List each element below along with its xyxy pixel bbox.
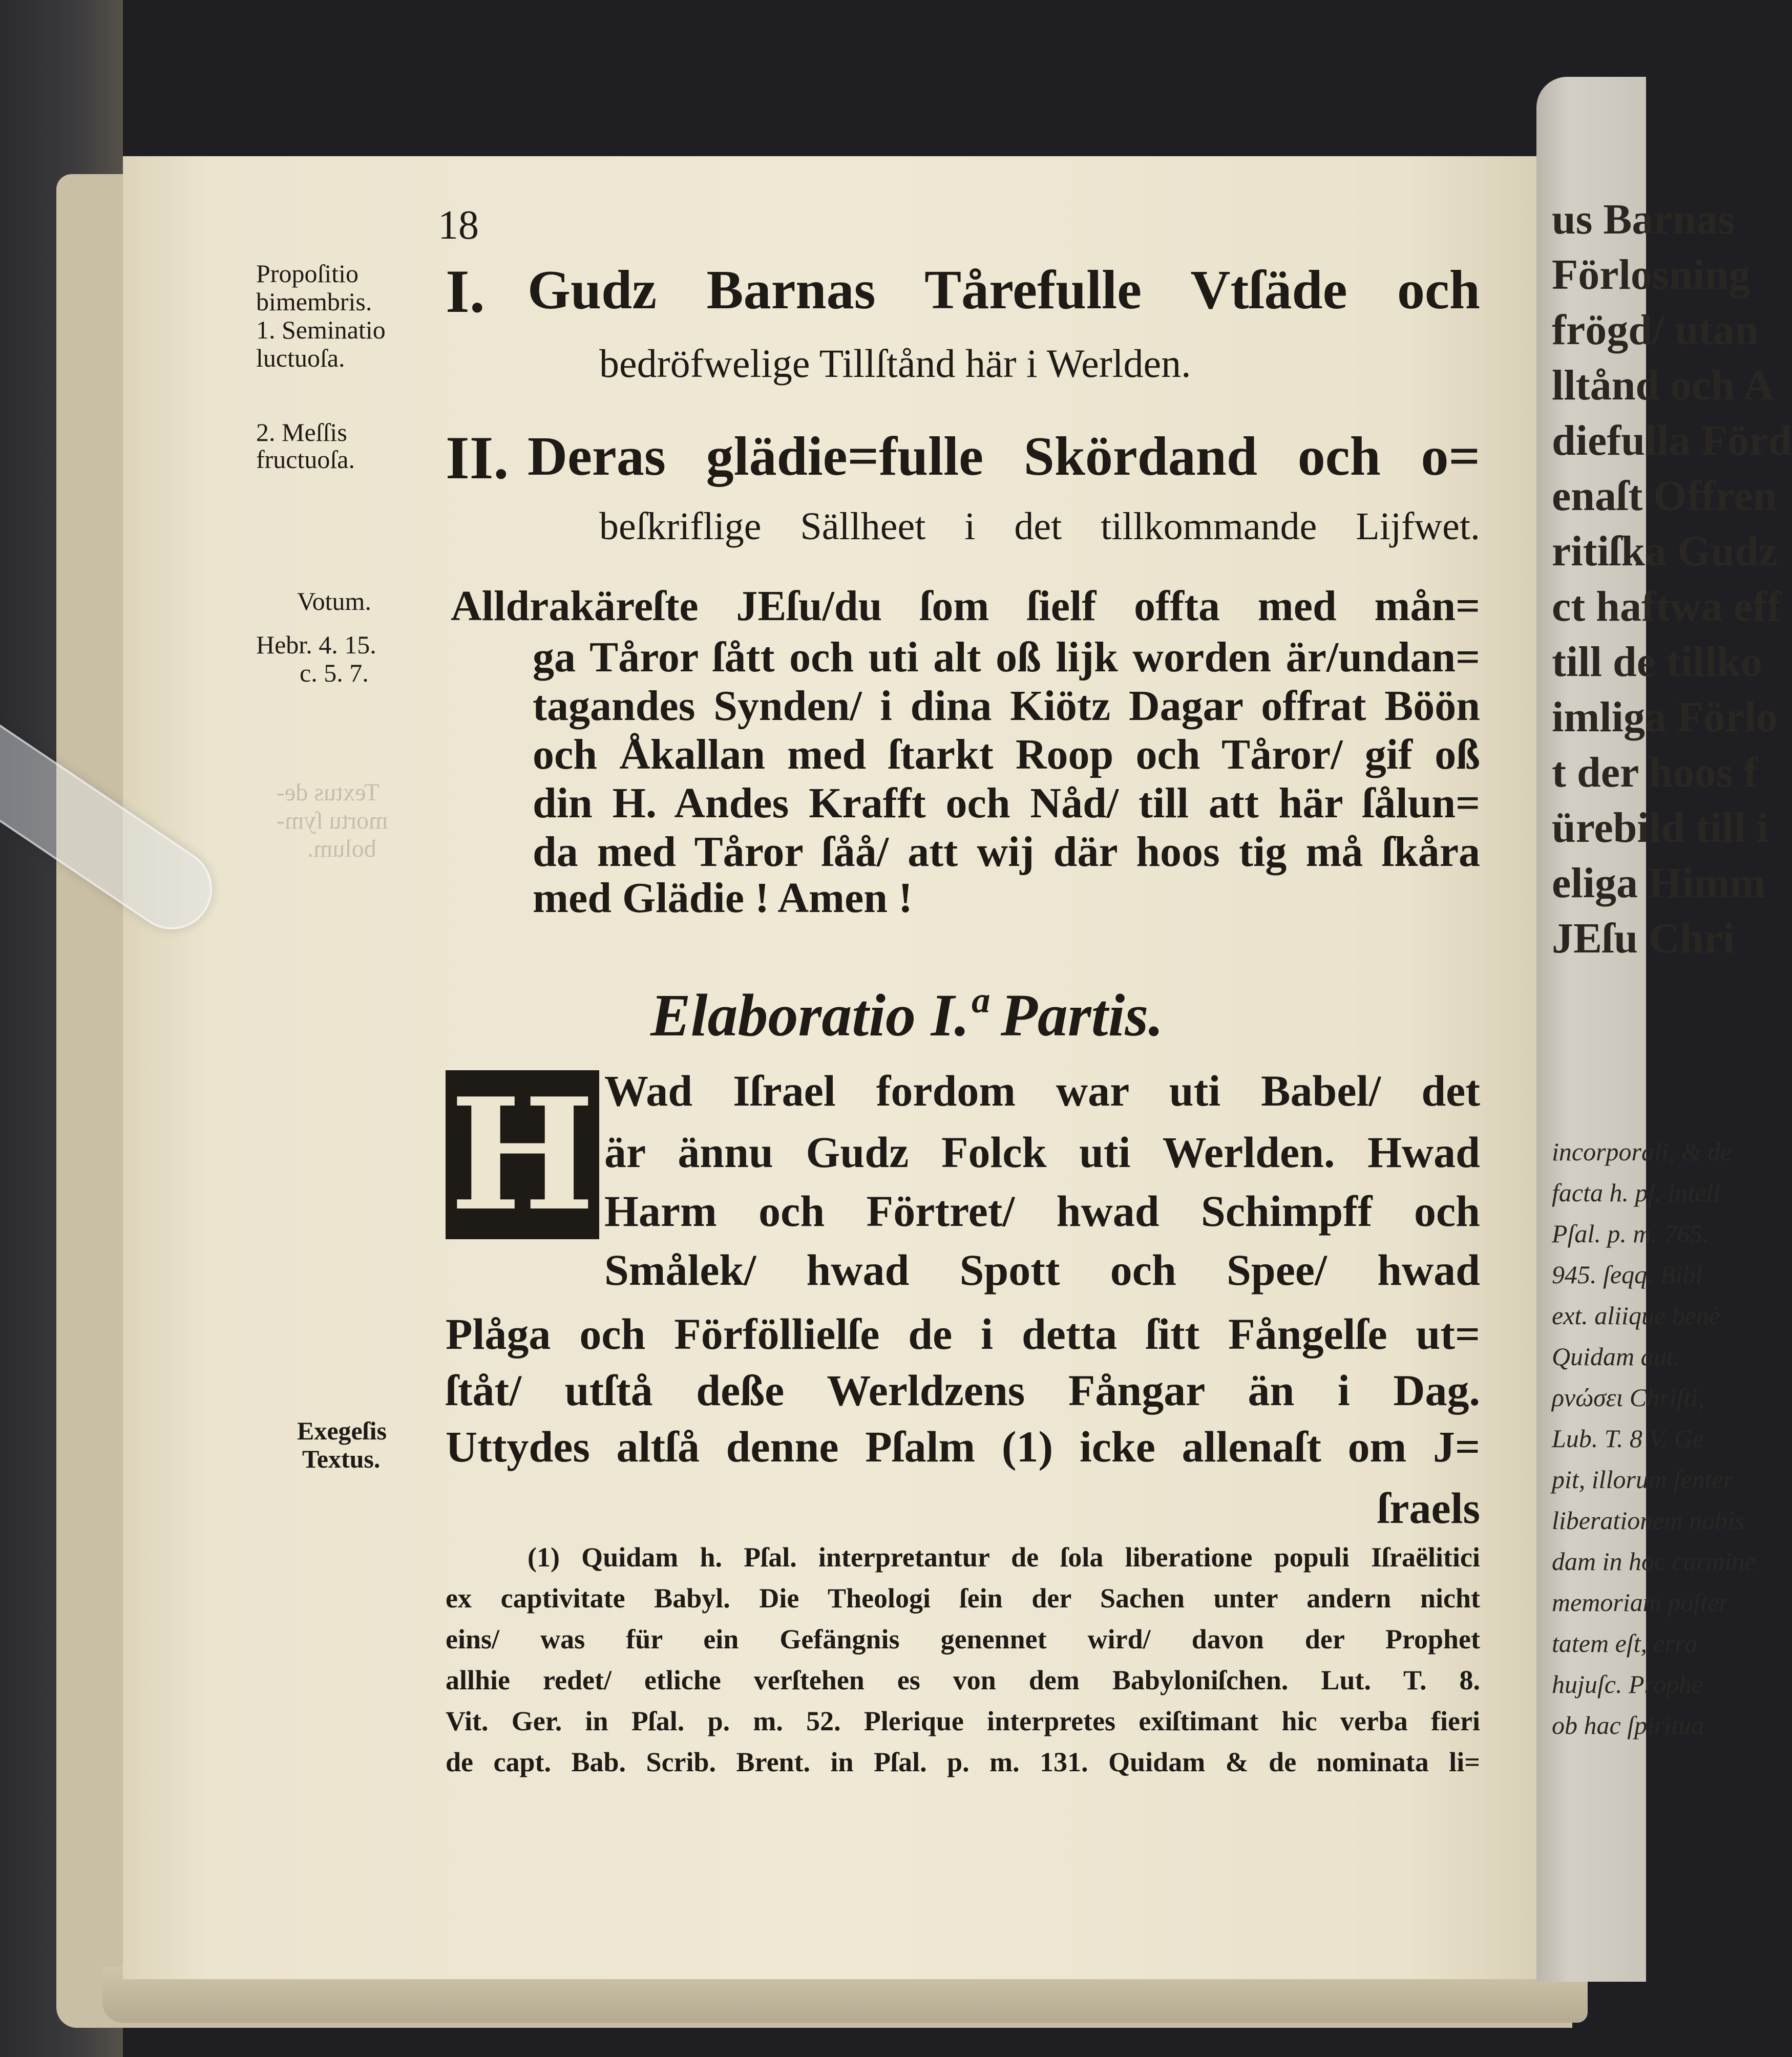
proposition-two-title: Deras glädie=fulle Skördand och o= (528, 426, 1480, 487)
right-page-line: frögd/ utan (1552, 306, 1759, 354)
prayer-line: ga Tåror ſått och uti alt oß lijk worden är/undan= (533, 633, 1480, 681)
right-page-footnote-line: 945. ſeqq. Bibl (1552, 1260, 1703, 1289)
body-line: Plåga och Förföllielſe de i detta ſitt Fångelſe ut= (446, 1309, 1480, 1359)
body-line: Smålek/ hwad Spott och Spee/ hwad (604, 1245, 1480, 1295)
right-page-line: ct haftwa eff (1552, 583, 1781, 630)
right-page-footnote-line: Quidam aut. (1552, 1342, 1680, 1371)
margin-note-exegesis: Exegeſis (297, 1416, 387, 1445)
proposition-one-numeral: I. (446, 257, 485, 325)
prayer-line: din H. Andes Krafft och Nåd/ till att här ſålun= (533, 779, 1480, 827)
body-line: Harm och Förtret/ hwad Schimpff och (604, 1186, 1480, 1236)
right-page-footnote-line: ob hac ſpiritua (1552, 1711, 1704, 1740)
right-page-footnote-line: pit, illorum ſenter (1552, 1465, 1734, 1494)
bleed-through-text: Textus de- (277, 779, 380, 806)
right-page-line: till de tillko (1552, 638, 1762, 686)
margin-note-votum: Votum. (297, 587, 371, 616)
right-page-footnote-line: tatem eſt, erra (1552, 1629, 1698, 1658)
body-line: Wad Iſrael fordom war uti Babel/ det (604, 1066, 1480, 1115)
margin-note-propositio: Propoſitio (256, 259, 359, 288)
proposition-one-title: Gudz Barnas Tårefulle Vtſäde och (528, 260, 1480, 321)
bleed-through-text: mortu ſym- (277, 807, 388, 834)
right-page-line: enaſt Offren (1552, 472, 1777, 520)
right-page-line: ritiſka Gudz (1552, 527, 1778, 575)
proposition-two-subtitle: beſkriflige Sällheet i det tillkommande Lijfwet. (599, 505, 1480, 548)
prayer-line: Alldrakäreſte JEſu/du ſom ſielf offta med mån= (451, 582, 1480, 630)
prayer-line: da med Tåror ſåå/ att wij där hoos tig må ſkåra (533, 828, 1480, 876)
right-page-line: Förlosning (1552, 251, 1751, 299)
margin-note-messis: 2. Meſſis (256, 418, 347, 447)
right-page-line: ürebild till i (1552, 804, 1769, 852)
proposition-two-numeral: II. (446, 423, 509, 492)
right-page-line: lltånd och A (1552, 362, 1775, 409)
footnote-line: de capt. Bab. Scrib. Brent. in Pſal. p. m. 131. Quidam & de nominata li= (446, 1747, 1480, 1777)
right-page-line: diefulla Förd (1552, 417, 1792, 464)
prayer-line: med Glädie ! Amen ! (533, 874, 913, 922)
page-number: 18 (438, 203, 479, 248)
right-page-line: t der hoos f (1552, 749, 1758, 796)
body-line: ſtåt/ utſtå deße Werldzens Fångar än i Dag. (446, 1366, 1480, 1415)
right-page-footnote-line: hujuſc. Prophe (1552, 1670, 1703, 1699)
right-page-footnote-line: liberationem nobis (1552, 1506, 1745, 1535)
prayer-line: och Åkallan med ſtarkt Roop och Tåror/ gif oß (533, 731, 1480, 778)
margin-note-hebr: Hebr. 4. 15. (256, 630, 376, 659)
right-page-footnote-line: ext. aliique benè (1552, 1301, 1721, 1330)
footnote-line: allhie redet/ etliche verſtehen es von dem Babyloniſchen. Lut. T. 8. (446, 1665, 1480, 1695)
right-page-line: imliga Förlo (1552, 693, 1778, 741)
footnote-line: eins/ was für ein Gefängnis genennet wird/ davon der Prophet (446, 1624, 1480, 1655)
footnote-line: ex captivitate Babyl. Die Theologi ſein der Sachen unter andern nicht (446, 1583, 1480, 1614)
right-page-footnote-line: memoriam poſter (1552, 1588, 1729, 1617)
bleed-through-text: bolum. (307, 835, 376, 862)
margin-note-luctuosa: luctuoſa. (256, 344, 345, 372)
right-page-line: eliga Himm (1552, 859, 1766, 907)
right-page-line: JEſu Chri (1552, 915, 1735, 962)
right-page-footnote-line: Lub. T. 8 V. Ge (1552, 1424, 1704, 1453)
section-title: Elaboratio I.ª Partis. (650, 982, 1164, 1049)
body-line: Uttydes altſå denne Pſalm (1) icke allenaſt om J= (446, 1422, 1480, 1471)
right-page-footnote-line: dam in hoc carmine (1552, 1547, 1756, 1576)
body-line: ſraels (1377, 1483, 1480, 1533)
margin-note-textus: Textus. (302, 1445, 381, 1473)
right-page-footnote-line: facta h. pſ. intell (1552, 1178, 1721, 1207)
decorated-initial-h: H (446, 1070, 599, 1239)
footnote-line: (1) Quidam h. Pſal. interpretantur de ſola liberatione populi Iſraëlitici (528, 1542, 1480, 1573)
prayer-line: tagandes Synden/ i dina Kiötz Dagar offrat Böön (533, 682, 1480, 730)
margin-note-c57: c. 5. 7. (300, 659, 369, 687)
right-page-footnote-line: ρνώσει Chriſti, (1552, 1383, 1704, 1412)
footnote-line: Vit. Ger. in Pſal. p. m. 52. Plerique interpretes exiſtimant hic verba fieri (446, 1706, 1480, 1736)
proposition-one-subtitle: bedröfwelige Tillſtånd här i Werlden. (599, 341, 1191, 386)
margin-note-bimembris: bimembris. (256, 287, 372, 316)
right-page-line: us Barnas (1552, 196, 1735, 243)
right-page-footnote-line: Pſal. p. m. 765. (1552, 1219, 1709, 1248)
margin-note-fructuosa: fructuoſa. (256, 445, 355, 474)
right-page-footnote-line: incorporali, & de (1552, 1137, 1732, 1166)
body-line: är ännu Gudz Folck uti Werlden. Hwad (604, 1128, 1480, 1177)
margin-note-seminatio: 1. Seminatio (256, 315, 386, 344)
book-page-right-curled (1536, 77, 1792, 1982)
